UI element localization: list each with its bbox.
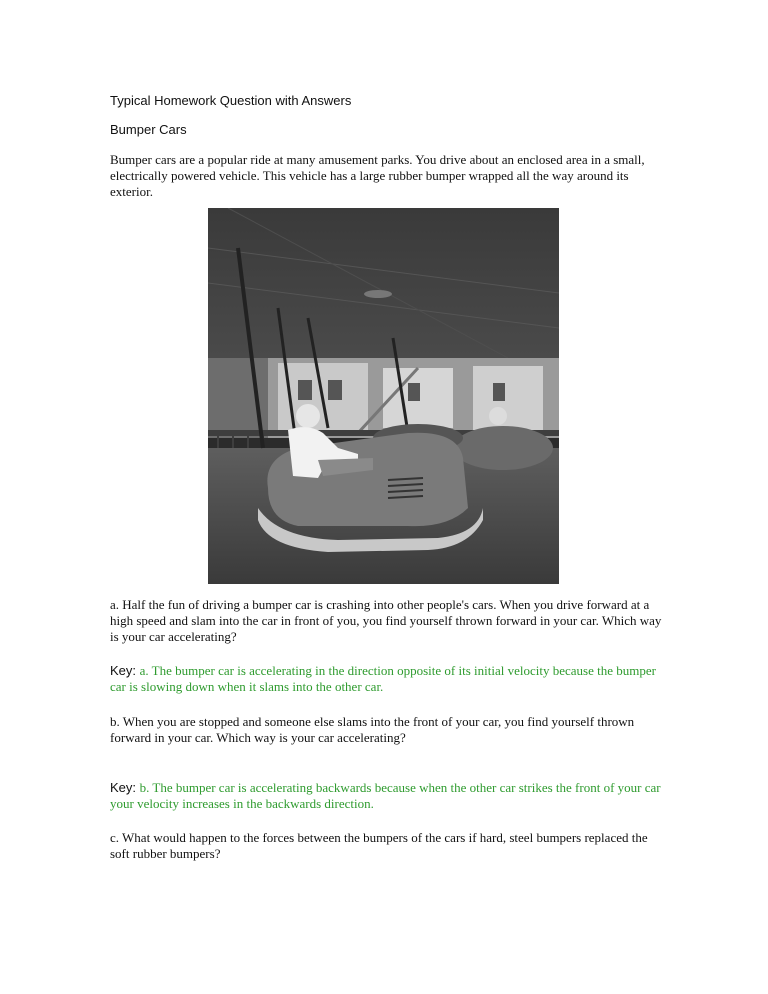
question-a: a. Half the fun of driving a bumper car is crashing into other people's cars. When you drive forward at a high speed and slam into the car in front of you, you find yourself thrown forward in your car. Which way is your car accelerating? (110, 597, 662, 644)
bumper-car-photo (208, 208, 559, 584)
document-title: Typical Homework Question with Answers (110, 93, 352, 108)
answer-text: a. The bumper car is accelerating in the direction opposite of its initial velocity because the bumper car is slowing down when it slams into the other car. (110, 663, 656, 694)
answer-text: b. The bumper car is accelerating backwards because when the other car strikes the front of your car your velocity increases in the backwards direction. (110, 780, 661, 811)
intro-paragraph: Bumper cars are a popular ride at many amusement parks. You drive about an enclosed area in a small, electrically powered vehicle. This vehicle has a large rubber bumper wrapped all the way around its exterior. (110, 152, 645, 199)
key-label: Key: (110, 780, 140, 795)
section-title: Bumper Cars (110, 122, 187, 137)
photo-illustration (208, 208, 559, 584)
question-b: b. When you are stopped and someone else slams into the front of your car, you find yourself thrown forward in your car. Which way is your car accelerating? (110, 714, 635, 745)
answer-a (110, 663, 670, 695)
question-c: c. What would happen to the forces between the bumpers of the cars if hard, steel bumpers replaced the soft rubber bumpers? (110, 830, 648, 861)
key-label: Key: (110, 663, 140, 678)
answer-b (110, 780, 670, 812)
